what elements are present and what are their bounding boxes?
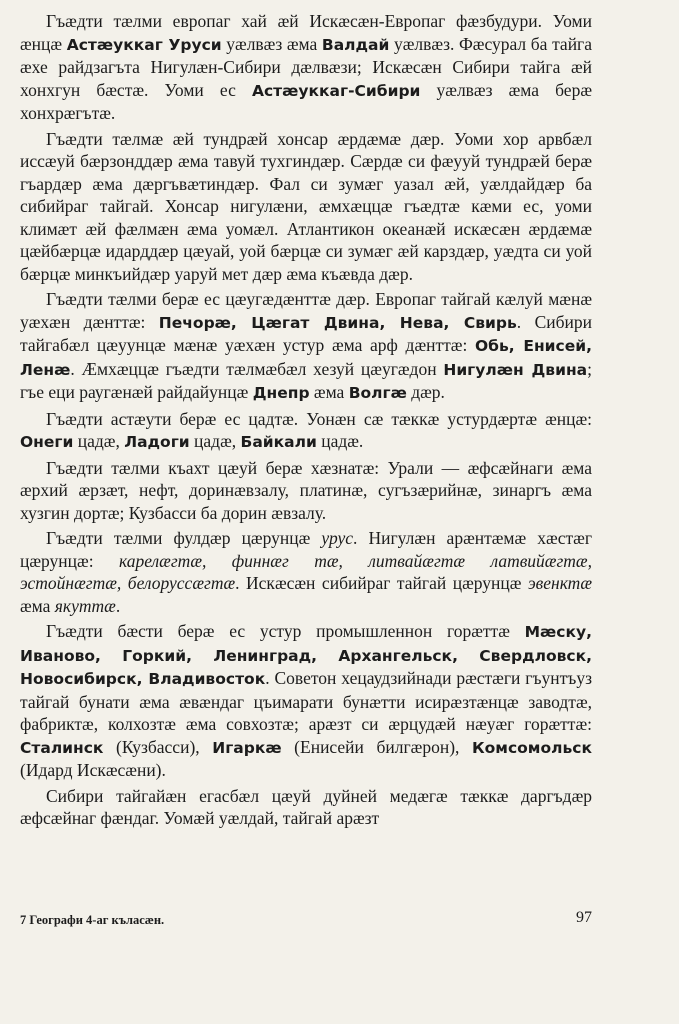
- paragraph: [20, 408, 592, 454]
- text-run: (Идард Искæсæни).: [20, 760, 166, 780]
- bold-term: Печорæ, Цæгат Двина, Нева, Свирь: [158, 313, 517, 332]
- text-run: Гъæдти тæлми къахт цæуй берæ хæзнатæ: Урали — æфсæйнаги æма æрхий æрзæт, нефт, доринæвзалу, платинæ, сугъзæрийнæ, зинаргъ æма хузгин дортæ; Кузбасси ба дорин æвзалу.: [20, 457, 592, 523]
- text-run: уæлвæз. Фæсурал ба тайга æхе райдзагъта Нигулæн-Сибири дæлвæзи; Искæсæн Сибири тайга æй хонхгун бæстæ. Уоми ес: [20, 33, 593, 100]
- text-run: цадæ,: [189, 431, 241, 451]
- printer-signature: 7 Географи 4-аг къласæн.: [20, 913, 165, 927]
- text-run: Гъæдти тæлми фулдæр цæрунцæ: [46, 528, 322, 548]
- paragraph: [20, 457, 592, 525]
- text-run: æма: [309, 382, 349, 402]
- text-run: цадæ.: [316, 431, 364, 451]
- text-run: . Искæсæн сибийраг тайгай цæрунцæ: [235, 573, 528, 593]
- italic-term: эвенктæ: [527, 573, 592, 593]
- paragraph: [20, 128, 592, 286]
- paragraph: [20, 10, 592, 125]
- text-run: уæлвæз æма берæ хонхрæгътæ.: [20, 79, 593, 123]
- text-run: (Енисейи билгæрон),: [281, 736, 472, 757]
- bold-term: Байкали: [240, 433, 317, 451]
- bold-term: Обь, Енисей, Ленæ: [20, 337, 592, 379]
- body-text: [20, 10, 592, 833]
- text-run: . Æмхæццæ гъæдти тæлмæбæл хезуй цæугæдон: [70, 358, 444, 379]
- paragraph: [20, 527, 592, 617]
- text-run: (Кузбасси),: [103, 736, 213, 757]
- bold-term: Онеги: [20, 433, 74, 451]
- paragraph: [20, 288, 592, 405]
- italic-term: якуттæ: [54, 595, 116, 616]
- text-run: . Сибири тайгабæл цæуунцæ мæнæ уæхæн устур æма арф дæнттæ:: [20, 311, 592, 355]
- bold-term: Нигулæн Двина: [443, 360, 588, 379]
- text-run: Гъæдти тæлмæ æй тундрæй хонсар æрдæмæ дæр. Уоми хор арвбæл иссæуй бæрзонддæр æма тавуй тухгиндæр. Сæрдæ си фæууй тундрæй берæ гъардæр æма дæргъвæтиндæр. Фал си зумæг уазал æй, уæлдайдæр ба сибийраг тайгай. Хонсар нигулæни, æмхæццæ гъæдтæ кæми ес, уоми климæт æй фæлмæн æма уомæл. Атлантикон океанæй искæсæн æрдæмæ цæйбæрцæ идарддæр цæуай, уой бæрцæ си зумæг æй карздæр, уæдта си уой бæрцæ минкъийдæр уаруй мет дæр æма къæвда дæр.: [20, 128, 592, 284]
- bold-term: Мæску, Иваново, Горкий, Ленинград, Архангельск, Свердловск, Новосибирск, Владивосток: [20, 623, 592, 688]
- text-run: . Советон хецаудзийнади рæстæги гъунтъуз тайгай бунати æма æвæндаг цъимарати бунæтти исирæзтæнцæ заводтæ, фабриктæ, колхозтæ æма совхозтæ; арæзт си æрцудæй нæуæг горæттæ:: [20, 668, 592, 734]
- text-run: дæр.: [406, 382, 445, 402]
- text-run: .: [115, 595, 121, 616]
- text-run: Сибири тайгайæн егасбæл цæуй дуйней медæгæ тæккæ даргъдæр æфсæйнаг фæндаг. Уомæй уæлдай, тайгай арæзт: [20, 785, 592, 828]
- paragraph: [20, 620, 592, 782]
- page-footer: [20, 909, 592, 933]
- bold-term: Сталинск: [20, 738, 104, 757]
- text-run: цадæ,: [73, 431, 125, 451]
- text-run: Гъæдти бæсти берæ ес устур промышленнон горæттæ: [46, 621, 525, 641]
- text-run: уæлвæз æма: [221, 33, 322, 54]
- text-run: ; гъе еци раугæнæй райдайунцæ: [20, 358, 592, 402]
- bold-term: Валдай: [321, 35, 390, 54]
- bold-term: Игаркæ: [212, 738, 282, 757]
- bold-term: Комсомольск: [471, 738, 592, 757]
- text-run: Гъæдти астæути берæ ес цадтæ. Уонæн сæ тæккæ устурдæртæ æнцæ:: [46, 408, 592, 429]
- bold-term: Ладоги: [124, 433, 190, 451]
- italic-term: урус: [321, 528, 353, 548]
- page-number: 97: [576, 909, 592, 926]
- text-run: æма: [20, 595, 55, 616]
- bold-term: Астæуккаг-Сибири: [251, 81, 421, 100]
- bold-term: Астæуккаг Уруси: [66, 35, 222, 54]
- text-run: Гъæдти тæлми европаг хай æй Искæсæн-Европаг фæзбудури. Уоми æнцæ: [20, 11, 592, 54]
- text-run: . Нигулæн арæнтæмæ хæстæг цæрунцæ:: [20, 528, 592, 571]
- italic-term: карелæгтæ, финнæг тæ, литвайæгтæ латвийæгтæ, эстойнæгтæ, белоруссæгтæ: [20, 550, 592, 593]
- text-run: Гъæдти тæлми берæ ес цæугæдæнттæ дæр. Европаг тайгай кæлуй мæнæ уæхæн дæнттæ:: [20, 289, 592, 332]
- bold-term: Днепр: [252, 384, 310, 402]
- paragraph: [20, 785, 592, 830]
- bold-term: Волгæ: [348, 384, 407, 402]
